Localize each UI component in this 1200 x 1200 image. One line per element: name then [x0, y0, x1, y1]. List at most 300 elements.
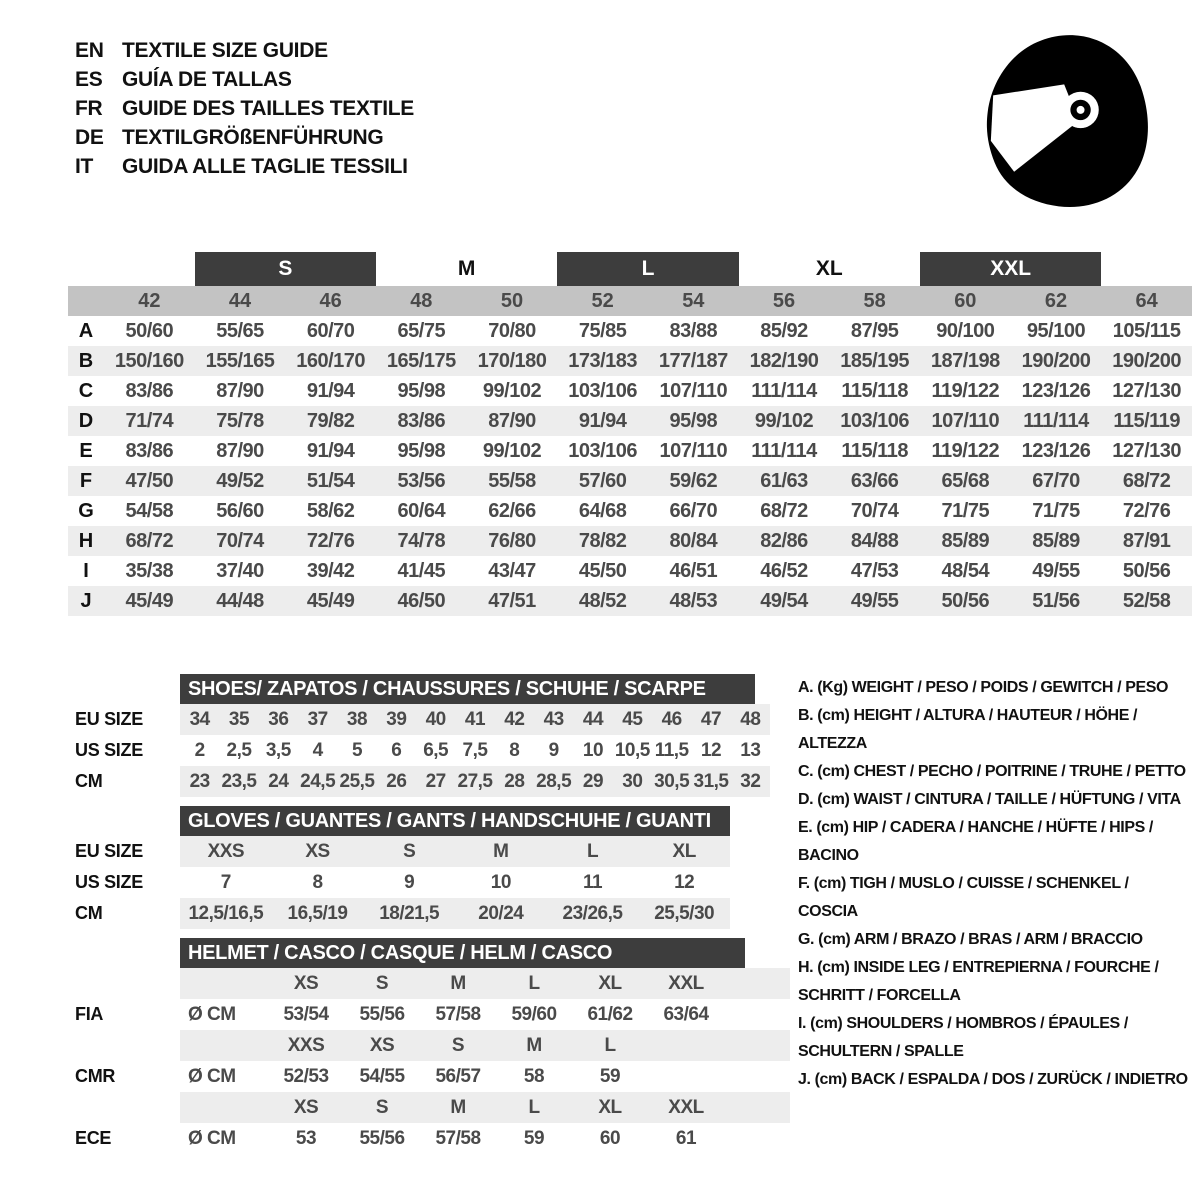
racing-helmet-icon	[975, 26, 1157, 212]
shoes-cell: 11,5	[654, 739, 689, 761]
measure-value: 37/40	[216, 559, 264, 582]
measure-row-d	[68, 406, 1192, 436]
measure-value: 95/98	[669, 409, 718, 432]
gloves-label-cm: CM	[75, 903, 103, 923]
measure-value: 79/82	[306, 409, 355, 432]
measure-value: 91/94	[578, 409, 627, 432]
gloves-cell: 25,5/30	[654, 902, 715, 924]
helmet-cell: XXS	[287, 1034, 325, 1056]
measure-value: 87/95	[850, 319, 899, 342]
row-letter: C	[78, 379, 94, 402]
measure-value: 87/90	[488, 409, 536, 432]
gloves-cell: 7	[220, 871, 231, 893]
measure-value: 99/102	[482, 439, 542, 462]
helmet-cell: 59	[599, 1065, 621, 1087]
shoes-cell: 35	[228, 708, 250, 730]
shoes-cell: 2	[194, 739, 205, 761]
helmet-cell	[180, 1092, 268, 1123]
measure-value: 103/106	[568, 439, 638, 462]
size-group-xl: XL	[815, 257, 843, 280]
measure-row-g	[68, 496, 1192, 526]
shoes-cell: 6	[391, 739, 402, 761]
measure-value: 111/114	[1023, 409, 1089, 432]
row-letter: B	[78, 349, 94, 372]
helmet-cell: M	[450, 1096, 466, 1118]
measure-value: 119/122	[931, 439, 1000, 462]
shoes-cell: 23,5	[221, 770, 257, 792]
measure-value: 103/106	[840, 409, 910, 432]
helmet-cell	[180, 1030, 268, 1061]
size-column-46: 46	[319, 289, 342, 312]
gloves-cell: 23/26,5	[562, 902, 623, 924]
shoes-cell: 4	[312, 739, 323, 761]
legend-item-a: A. (Kg) WEIGHT / PESO / POIDS / GEWITCH / PESO	[798, 679, 1169, 696]
gloves-row-1	[180, 867, 730, 898]
measure-value: 70/80	[488, 319, 536, 342]
helmet-cell: L	[528, 1096, 540, 1118]
language-row-de	[75, 123, 414, 152]
measure-value: 115/118	[841, 439, 908, 462]
row-letter: F	[79, 469, 93, 492]
guide-title: GUIDA ALLE TAGLIE TESSILI	[122, 154, 408, 178]
legend-item-h: H. (cm) INSIDE LEG / ENTREPIERNA / FOURCHE / SCHRITT / FORCELLA	[798, 959, 1159, 1004]
measure-value: 45/50	[578, 559, 627, 582]
measure-value: 60/70	[306, 319, 355, 342]
legend-item-f: F. (cm) TIGH / MUSLO / CUISSE / SCHENKEL / COSCIA	[798, 875, 1129, 920]
helmet-cell: Ø CM	[188, 1003, 236, 1025]
helmet-cell	[648, 1030, 724, 1061]
shoes-row-labels	[75, 704, 143, 797]
language-code: DE	[75, 125, 104, 149]
band-spacer	[68, 286, 104, 316]
size-column-58: 58	[863, 289, 886, 312]
measure-value: 85/89	[1032, 529, 1080, 552]
row-letter: J	[80, 589, 92, 612]
shoes-cell: 36	[268, 708, 289, 730]
measure-value: 49/54	[760, 589, 808, 612]
shoes-cell: 27,5	[457, 770, 493, 792]
size-column-64: 64	[1135, 289, 1158, 312]
shoes-label-us-size: US SIZE	[75, 740, 143, 760]
measure-value: 58/62	[306, 499, 355, 522]
row-letter: H	[78, 529, 94, 552]
measurement-legend	[798, 674, 1190, 1094]
shoes-cell: 23	[189, 770, 210, 792]
measure-value: 51/54	[306, 469, 355, 492]
measure-value: 55/65	[216, 319, 264, 342]
measure-value: 185/195	[840, 349, 910, 372]
language-code: ES	[75, 67, 103, 91]
gloves-cell: L	[586, 840, 599, 862]
helmet-label-empty	[75, 1030, 115, 1061]
shoes-cell: 12	[700, 739, 722, 761]
helmet-cell: 55/56	[359, 1003, 405, 1025]
helmet-cell: Ø CM	[188, 1065, 236, 1087]
language-row-fr	[75, 94, 414, 123]
measure-value: 127/130	[1112, 379, 1182, 402]
measure-value: 47/53	[850, 559, 899, 582]
measure-value: 49/52	[216, 469, 264, 492]
textile-size-table	[68, 252, 1192, 616]
measure-value: 87/90	[216, 379, 264, 402]
helmet-cell: 52/53	[283, 1065, 329, 1087]
language-code: EN	[75, 38, 104, 62]
measure-value: 76/80	[488, 529, 536, 552]
measure-value: 71/74	[125, 409, 174, 432]
measure-value: 115/118	[841, 379, 908, 402]
helmet-cell: 59	[523, 1127, 545, 1149]
measure-value: 54/58	[125, 499, 174, 522]
helmet-row-3	[180, 1061, 790, 1092]
helmet-row-0	[180, 968, 790, 999]
helmet-row-1	[180, 999, 790, 1030]
measure-value: 67/70	[1032, 469, 1080, 492]
legend-item-j: J. (cm) BACK / ESPALDA / DOS / ZURÜCK / INDIETRO	[798, 1071, 1188, 1088]
measure-value: 95/98	[397, 439, 446, 462]
shoes-cell: 28,5	[536, 770, 572, 792]
gloves-cell: 12	[674, 871, 695, 893]
measure-value: 87/91	[1122, 529, 1171, 552]
legend-item-d: D. (cm) WAIST / CINTURA / TAILLE / HÜFTUNG / VITA	[798, 791, 1181, 808]
measure-value: 111/114	[751, 379, 817, 402]
visor-pivot-center	[1077, 106, 1085, 114]
measure-value: 46/51	[669, 559, 718, 582]
shoes-cell: 38	[346, 708, 368, 730]
measure-value: 48/54	[941, 559, 990, 582]
measure-value: 45/49	[306, 589, 355, 612]
shoes-cell: 34	[189, 708, 210, 730]
measure-value: 68/72	[125, 529, 174, 552]
measurement-rows	[68, 316, 1192, 616]
row-letter: A	[78, 319, 94, 342]
measure-value: 107/110	[931, 409, 1000, 432]
measure-value: 99/102	[482, 379, 542, 402]
shoes-label-eu-size: EU SIZE	[75, 709, 143, 729]
measure-value: 65/75	[397, 319, 446, 342]
helmet-cell: 59/60	[511, 1003, 557, 1025]
gloves-cell: 9	[404, 871, 415, 893]
shoes-cell: 2,5	[226, 739, 252, 761]
shoes-cell: 27	[425, 770, 446, 792]
measure-value: 49/55	[1032, 559, 1080, 582]
language-row-en	[75, 36, 414, 65]
legend-item-c: C. (cm) CHEST / PECHO / POITRINE / TRUHE / PETTO	[798, 763, 1186, 780]
helmet-cell: XS	[293, 1096, 319, 1118]
gloves-row-2	[180, 898, 730, 929]
shoes-cell: 45	[622, 708, 643, 730]
measure-value: 75/78	[216, 409, 264, 432]
measure-value: 49/55	[850, 589, 899, 612]
legend-item-e: E. (cm) HIP / CADERA / HANCHE / HÜFTE / HIPS / BACINO	[798, 819, 1153, 864]
measure-value: 90/100	[936, 319, 995, 342]
measure-value: 39/42	[306, 559, 355, 582]
shoes-cell: 30	[622, 770, 643, 792]
gloves-cell: 12,5/16,5	[188, 902, 264, 924]
measure-value: 70/74	[216, 529, 264, 552]
size-group-s: S	[195, 252, 376, 286]
shoes-cell: 6,5	[423, 739, 449, 761]
size-column-52: 52	[591, 289, 614, 312]
numeric-size-band	[68, 286, 1192, 316]
size-column-60: 60	[954, 289, 977, 312]
measure-value: 107/110	[659, 439, 728, 462]
measure-value: 61/63	[760, 469, 808, 492]
guide-title: TEXTILGRÖßENFÜHRUNG	[122, 125, 384, 149]
size-group-l: L	[557, 252, 738, 286]
language-row-it	[75, 152, 414, 181]
measure-value: 95/98	[397, 379, 446, 402]
measure-row-c	[68, 376, 1192, 406]
measure-value: 43/47	[488, 559, 536, 582]
measure-value: 165/175	[386, 349, 456, 372]
measure-value: 84/88	[850, 529, 899, 552]
gloves-cell: XXS	[207, 840, 245, 862]
measure-value: 83/88	[669, 319, 718, 342]
shoes-row-2	[180, 766, 770, 797]
language-code: IT	[75, 154, 94, 178]
row-letter: G	[78, 499, 94, 522]
measure-value: 83/86	[125, 379, 174, 402]
measure-value: 56/60	[216, 499, 264, 522]
measure-value: 68/72	[1122, 469, 1171, 492]
measure-value: 91/94	[306, 379, 355, 402]
measure-value: 74/78	[397, 529, 446, 552]
measure-value: 72/76	[306, 529, 355, 552]
helmet-cell	[648, 1061, 724, 1092]
measure-row-i	[68, 556, 1192, 586]
measure-value: 82/86	[760, 529, 808, 552]
measure-value: 80/84	[669, 529, 718, 552]
measure-value: 35/38	[125, 559, 174, 582]
shoes-cell: 9	[548, 739, 559, 761]
size-column-48: 48	[410, 289, 433, 312]
gloves-table-title: GLOVES / GUANTES / GANTS / HANDSCHUHE / GUANTI	[180, 806, 730, 836]
helmet-cell: XS	[369, 1034, 395, 1056]
helmet-label-ece: ECE	[75, 1128, 112, 1148]
helmet-cell: XL	[598, 972, 622, 994]
helmet-cell: L	[604, 1034, 616, 1056]
helmet-cell: 53/54	[283, 1003, 329, 1025]
helmet-cell: S	[451, 1034, 465, 1056]
gloves-cell: XS	[305, 840, 330, 862]
size-group-m: M	[457, 257, 476, 280]
measure-value: 47/51	[488, 589, 536, 612]
shoes-cell: 8	[509, 739, 520, 761]
helmet-cell: S	[375, 972, 389, 994]
shoes-cell: 29	[582, 770, 604, 792]
language-row-es	[75, 65, 414, 94]
measure-value: 160/170	[296, 349, 366, 372]
measure-row-j	[68, 586, 1192, 616]
helmet-cell: L	[528, 972, 540, 994]
size-column-42: 42	[138, 289, 161, 312]
measure-value: 123/126	[1021, 379, 1091, 402]
helmet-cell: 58	[523, 1065, 545, 1087]
size-group-header	[68, 252, 1192, 286]
shoes-cell: 32	[740, 770, 761, 792]
measure-value: 48/53	[669, 589, 718, 612]
row-letter: D	[78, 409, 94, 432]
measure-value: 70/74	[850, 499, 899, 522]
helmet-cell: XXL	[668, 972, 704, 994]
measure-value: 71/75	[941, 499, 990, 522]
row-letter: E	[79, 439, 93, 462]
helmet-cell: 57/58	[435, 1127, 481, 1149]
helmet-cell: 61	[675, 1127, 697, 1149]
shoes-table-title: SHOES/ ZAPATOS / CHAUSSURES / SCHUHE / SCARPE	[180, 674, 755, 704]
helmet-cell: 60	[599, 1127, 621, 1149]
measure-value: 190/200	[1021, 349, 1091, 372]
measure-value: 57/60	[578, 469, 627, 492]
helmet-cell: 54/55	[359, 1065, 405, 1087]
gloves-cell: XL	[672, 840, 696, 862]
shoes-cell: 25,5	[339, 770, 375, 792]
shoes-cell: 10	[582, 739, 604, 761]
helmet-cell: M	[526, 1034, 542, 1056]
measure-value: 51/56	[1032, 589, 1080, 612]
measure-value: 71/75	[1032, 499, 1080, 522]
measure-value: 190/200	[1112, 349, 1182, 372]
helmet-row-2	[180, 1030, 790, 1061]
measure-value: 155/165	[205, 349, 275, 372]
measure-row-h	[68, 526, 1192, 556]
measure-value: 55/58	[488, 469, 536, 492]
measure-value: 64/68	[578, 499, 627, 522]
helmet-cell: M	[450, 972, 466, 994]
helmet-label-cmr: CMR	[75, 1066, 116, 1086]
shoes-cell: 13	[740, 739, 761, 761]
shoes-cell: 26	[386, 770, 407, 792]
measure-value: 46/50	[397, 589, 446, 612]
measure-row-a	[68, 316, 1192, 346]
helmet-cell: S	[375, 1096, 389, 1118]
helmet-cell: 63/64	[663, 1003, 709, 1025]
gloves-cell: 16,5/19	[287, 902, 348, 924]
measure-value: 111/114	[751, 439, 817, 462]
measure-value: 83/86	[125, 439, 174, 462]
measure-value: 44/48	[216, 589, 264, 612]
measure-value: 187/198	[930, 349, 1000, 372]
helmet-cell: 57/58	[435, 1003, 481, 1025]
shoes-cell: 47	[700, 708, 722, 730]
helmet-cell: XL	[598, 1096, 622, 1118]
gloves-label-us-size: US SIZE	[75, 872, 143, 892]
measure-value: 95/100	[1026, 319, 1086, 342]
legend-item-g: G. (cm) ARM / BRAZO / BRAS / ARM / BRACCIO	[798, 931, 1143, 948]
guide-title: GUÍA DE TALLAS	[122, 67, 292, 91]
shoes-label-cm: CM	[75, 771, 103, 791]
shoes-cell: 46	[661, 708, 682, 730]
shoes-cell: 3,5	[265, 739, 291, 761]
size-column-50: 50	[500, 289, 524, 312]
measure-value: 119/122	[931, 379, 1000, 402]
helmet-cell: 61/62	[587, 1003, 633, 1025]
measure-value: 85/89	[941, 529, 990, 552]
gloves-label-eu-size: EU SIZE	[75, 841, 143, 861]
measure-value: 177/187	[658, 349, 728, 372]
helmet-label-empty	[75, 1092, 115, 1123]
size-column-56: 56	[772, 289, 796, 312]
measure-value: 53/56	[397, 469, 446, 492]
measure-value: 107/110	[659, 379, 728, 402]
gloves-row-labels	[75, 836, 143, 929]
measure-value: 85/92	[760, 319, 808, 342]
size-column-54: 54	[682, 289, 705, 312]
measure-value: 50/56	[941, 589, 990, 612]
gloves-cell: 18/21,5	[379, 902, 440, 924]
measure-value: 52/58	[1122, 589, 1171, 612]
measure-value: 99/102	[754, 409, 814, 432]
measure-value: 115/119	[1113, 409, 1180, 432]
measure-value: 123/126	[1021, 439, 1091, 462]
language-code: FR	[75, 96, 103, 120]
measure-value: 62/66	[488, 499, 536, 522]
measure-value: 60/64	[397, 499, 446, 522]
shoes-cell: 39	[386, 708, 407, 730]
helmet-cell	[180, 968, 268, 999]
measure-value: 103/106	[568, 379, 638, 402]
helmet-table-title: HELMET / CASCO / CASQUE / HELM / CASCO	[180, 938, 745, 968]
shoes-row-1	[180, 735, 770, 766]
size-column-44: 44	[228, 289, 252, 312]
size-group-xxl: XXL	[920, 252, 1101, 286]
measure-value: 91/94	[306, 439, 355, 462]
measure-value: 41/45	[397, 559, 446, 582]
shoes-cell: 37	[307, 708, 328, 730]
measure-value: 68/72	[760, 499, 808, 522]
shoes-cell: 24,5	[300, 770, 336, 792]
measure-value: 182/190	[749, 349, 819, 372]
gloves-cell: S	[403, 840, 416, 862]
measure-value: 50/56	[1122, 559, 1171, 582]
helmet-row-5	[180, 1123, 790, 1154]
language-title-list	[75, 36, 414, 181]
shoes-cell: 7,5	[462, 739, 488, 761]
gloves-cell: 10	[490, 871, 511, 893]
helmet-cell: XS	[293, 972, 319, 994]
measure-value: 46/52	[760, 559, 808, 582]
shoes-cell: 40	[425, 708, 446, 730]
shoes-cell: 30,5	[654, 770, 690, 792]
helmet-label-empty	[75, 968, 115, 999]
measure-value: 87/90	[216, 439, 264, 462]
racing-helmet-icon	[975, 26, 1157, 212]
row-letter: I	[83, 559, 89, 582]
measure-value: 173/183	[568, 349, 638, 372]
helmet-label-fia: FIA	[75, 1004, 104, 1024]
helmet-row-4	[180, 1092, 790, 1123]
measure-value: 127/130	[1112, 439, 1182, 462]
shoes-row-0	[180, 704, 770, 735]
helmet-table	[180, 968, 790, 1154]
gloves-cell: 20/24	[478, 902, 524, 924]
gloves-table	[180, 836, 730, 929]
shoes-table	[180, 704, 770, 797]
shoes-cell: 24	[268, 770, 289, 792]
measure-row-e	[68, 436, 1192, 466]
measure-value: 59/62	[669, 469, 718, 492]
measure-value: 78/82	[578, 529, 627, 552]
helmet-cell: XXL	[668, 1096, 704, 1118]
helmet-cell: 53	[295, 1127, 317, 1149]
helmet-cell: 55/56	[359, 1127, 405, 1149]
measure-value: 83/86	[397, 409, 446, 432]
shoes-cell: 31,5	[693, 770, 729, 792]
shoes-cell: 41	[464, 708, 486, 730]
shoes-cell: 42	[504, 708, 525, 730]
measure-value: 48/52	[578, 589, 627, 612]
shoes-cell: 43	[543, 708, 564, 730]
